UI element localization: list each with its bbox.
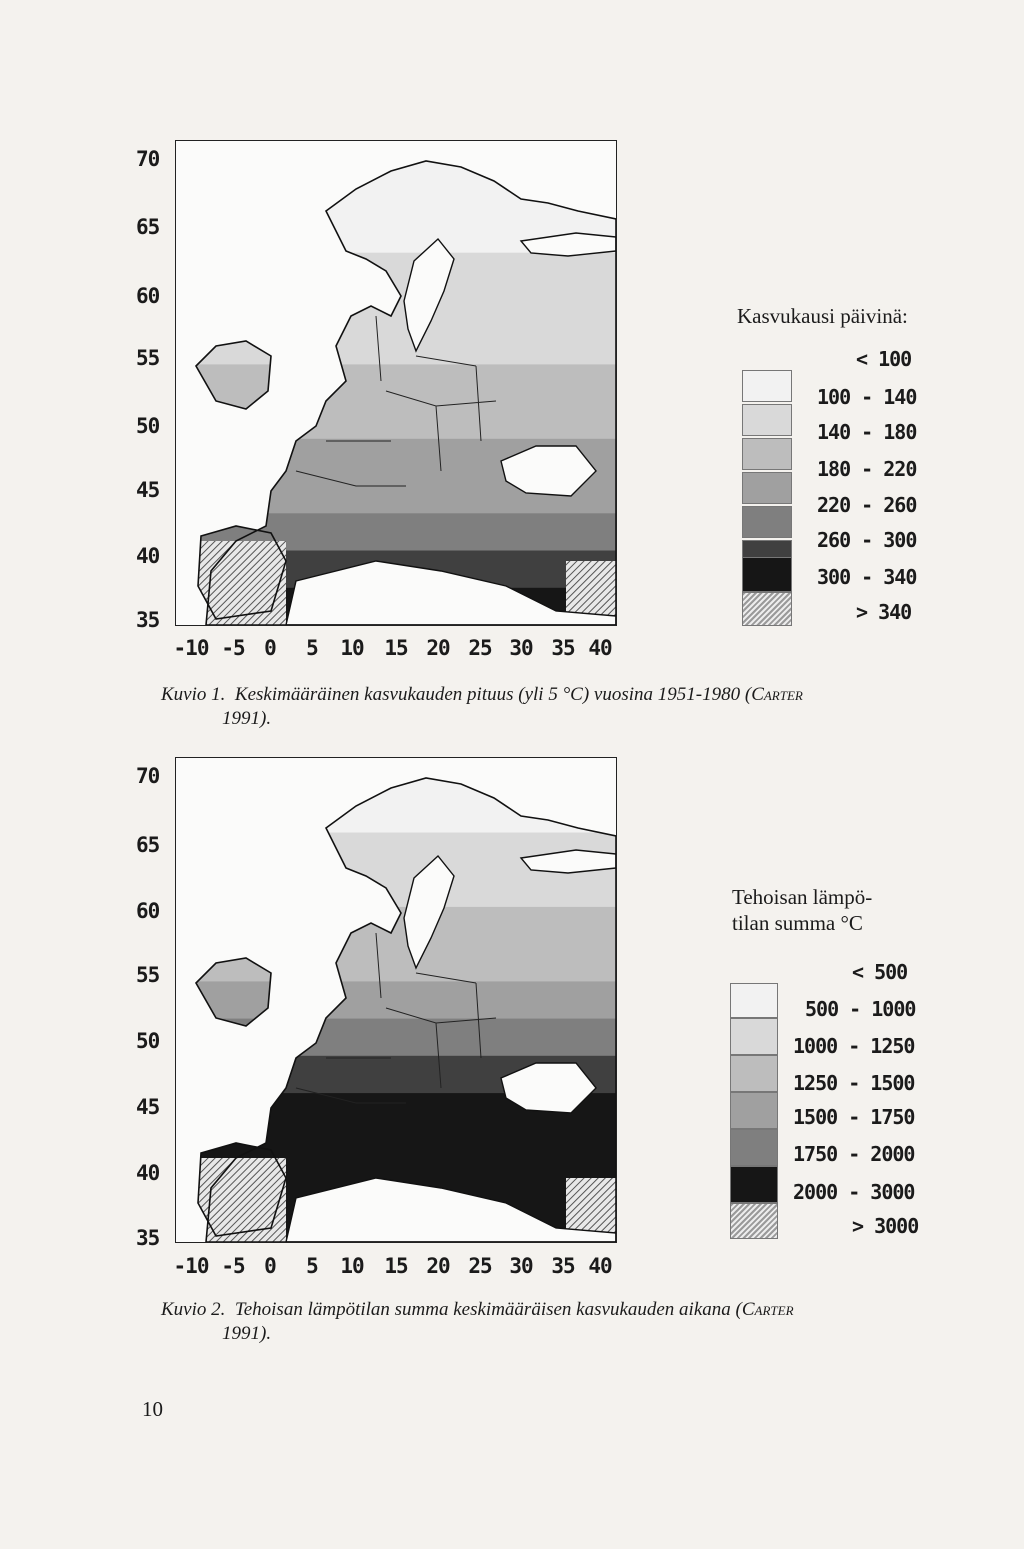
y-tick: 70 <box>136 764 160 788</box>
legend-swatch <box>742 557 792 592</box>
legend-swatch <box>742 438 792 470</box>
x-tick: 5 <box>306 636 318 660</box>
y-tick: 70 <box>136 147 160 171</box>
legend-swatch <box>730 1203 778 1239</box>
x-tick: 30 <box>509 1254 533 1278</box>
y-tick: 60 <box>136 284 160 308</box>
figure-caption: Kuvio 2. Tehoisan lämpötilan summa keskimääräisen kasvukauden aikana (Carter 1991). <box>161 1299 794 1344</box>
x-tick: -10 <box>173 1254 209 1278</box>
y-tick: 65 <box>136 833 160 857</box>
temperature-sum-map <box>176 758 616 1242</box>
y-tick: 60 <box>136 899 160 923</box>
legend-label: 1500 - 1750 <box>793 1105 915 1129</box>
y-tick: 50 <box>136 414 160 438</box>
y-tick: 35 <box>136 608 160 632</box>
x-tick: 25 <box>468 1254 492 1278</box>
x-tick: -5 <box>221 636 245 660</box>
y-tick: 65 <box>136 215 160 239</box>
x-tick: 40 <box>588 636 612 660</box>
x-axis-ticks <box>0 636 1024 662</box>
legend-swatch <box>742 472 792 504</box>
legend-label: 100 - 140 <box>817 385 917 409</box>
legend-label: 1000 - 1250 <box>793 1034 915 1058</box>
x-tick: -5 <box>221 1254 245 1278</box>
figure-caption: Kuvio 1. Keskimääräinen kasvukauden pituus (yli 5 °C) vuosina 1951-1980 (Carter 1991). <box>161 684 803 729</box>
x-tick: 40 <box>588 1254 612 1278</box>
legend-label: > 3000 <box>852 1214 919 1238</box>
legend-label: 2000 - 3000 <box>793 1180 915 1204</box>
x-tick: 30 <box>509 636 533 660</box>
y-tick: 45 <box>136 478 160 502</box>
legend-swatch <box>742 506 792 538</box>
x-tick: 15 <box>384 636 408 660</box>
growing-season-map <box>176 141 616 625</box>
legend-label: < 100 <box>856 347 912 371</box>
x-tick: 5 <box>306 1254 318 1278</box>
y-tick: 55 <box>136 963 160 987</box>
legend-label: < 500 <box>852 960 908 984</box>
y-tick: 45 <box>136 1095 160 1119</box>
europe-map-2 <box>175 757 617 1243</box>
y-tick: 50 <box>136 1029 160 1053</box>
legend-swatch <box>730 983 778 1018</box>
x-tick: 15 <box>384 1254 408 1278</box>
legend-label: 220 - 260 <box>817 493 917 517</box>
y-tick: 35 <box>136 1226 160 1250</box>
legend-swatch <box>730 1129 778 1166</box>
legend-swatch <box>742 592 792 626</box>
legend-label: 180 - 220 <box>817 457 917 481</box>
x-tick: 20 <box>426 1254 450 1278</box>
x-tick: 0 <box>264 636 276 660</box>
legend-swatch <box>742 370 792 402</box>
legend-label: 140 - 180 <box>817 420 917 444</box>
x-tick: 10 <box>340 636 364 660</box>
x-tick: 0 <box>264 1254 276 1278</box>
legend-swatch <box>730 1018 778 1055</box>
europe-map-1 <box>175 140 617 626</box>
legend-label: 300 - 340 <box>817 565 917 589</box>
x-tick: -10 <box>173 636 209 660</box>
y-tick: 55 <box>136 346 160 370</box>
legend-swatch <box>730 1092 778 1129</box>
y-tick: 40 <box>136 544 160 568</box>
x-tick: 25 <box>468 636 492 660</box>
legend-title: Tehoisan lämpö- tilan summa °C <box>732 885 873 935</box>
legend-title: Kasvukausi päivinä: <box>737 304 908 328</box>
y-tick: 40 <box>136 1161 160 1185</box>
legend-label: > 340 <box>856 600 912 624</box>
x-tick: 20 <box>426 636 450 660</box>
x-axis-ticks <box>0 1254 1024 1280</box>
legend-swatch <box>742 404 792 436</box>
legend-label: 1250 - 1500 <box>793 1071 915 1095</box>
legend-swatch <box>730 1055 778 1092</box>
x-tick: 10 <box>340 1254 364 1278</box>
legend-label: 1750 - 2000 <box>793 1142 915 1166</box>
legend-label: 500 - 1000 <box>805 997 916 1021</box>
x-tick: 35 <box>551 1254 575 1278</box>
legend-label: 260 - 300 <box>817 528 917 552</box>
legend-swatch <box>730 1166 778 1203</box>
x-tick: 35 <box>551 636 575 660</box>
page-number: 10 <box>142 1397 163 1421</box>
